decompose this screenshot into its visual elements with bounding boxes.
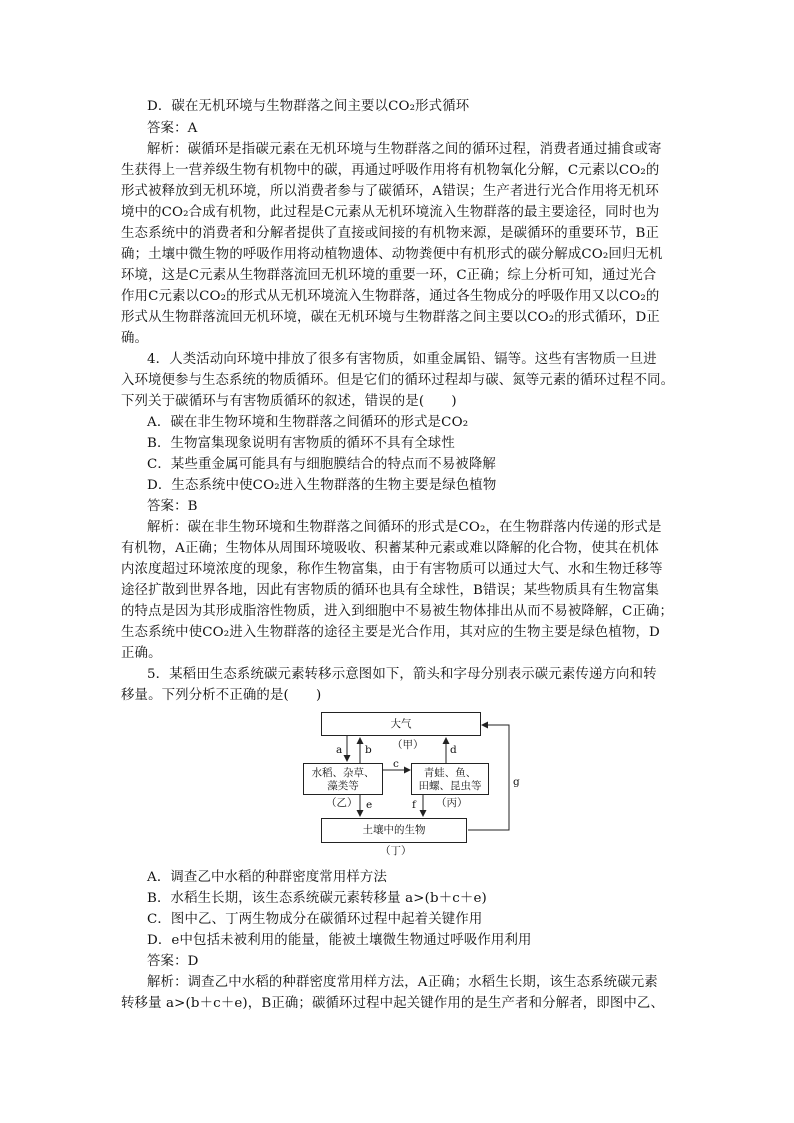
analysis-line: 环境，这是C元素从生物群落流回无机环境的重要一环，C正确；综上分析可知，通过光合 bbox=[121, 268, 657, 283]
analysis-line: 作用C元素以CO₂的形式从无机环境流入生物群落，通过各生物成分的呼吸作用又以CO₂的 bbox=[121, 289, 660, 304]
analysis-line: 确；土壤中微生物的呼吸作用将动植物遗体、动物粪便中有机形式的碳分解成CO₂回归无机 bbox=[121, 247, 663, 262]
consumer-label-line2: 田螺、昆虫等 bbox=[418, 780, 482, 792]
consumer-label-line1: 青蛙、鱼、 bbox=[423, 767, 477, 779]
arrow-label-e: e bbox=[366, 799, 373, 811]
soil-box bbox=[321, 818, 467, 843]
option-d-q4: D．生态系统中使CO₂进入生物群落的生物主要是绿色植物 bbox=[147, 478, 497, 493]
option-c-q4: C．某些重金属可能具有与细胞膜结合的特点而不易被降解 bbox=[147, 457, 496, 472]
analysis-line: 有机物，A正确；生物体从周围环境吸收、积蓄某种元素或难以降解的化合物，使其在机体 bbox=[121, 541, 659, 556]
producer-label-line2: 藻类等 bbox=[327, 780, 359, 792]
option-d-q5: D．e中包括未被利用的能量，能被土壤微生物通过呼吸作用利用 bbox=[147, 933, 532, 948]
arrow-label-g: g bbox=[513, 776, 520, 788]
option-b-q5: B．水稻生长期，该生态系统碳元素转移量 a>(b＋c＋e) bbox=[147, 891, 487, 906]
analysis-line: 生获得上一营养级生物有机物中的碳，再通过呼吸作用将有机物氧化分解，C元素以CO₂的 bbox=[121, 163, 660, 178]
arrow-label-d: d bbox=[450, 744, 457, 756]
soil-label: 土壤中的生物 bbox=[362, 824, 426, 836]
analysis-line: 途径扩散到世界各地，因此有害物质的循环也具有全球性，B错误；某些物质具有生物富集 bbox=[121, 583, 660, 598]
analysis-line: 确。 bbox=[121, 331, 149, 346]
option-a-q4: A．碳在非生物环境和生物群落之间循环的形式是CO₂ bbox=[147, 415, 469, 430]
producer-label-line1: 水稻、杂草、 bbox=[311, 767, 375, 779]
answer-q3: 答案：A bbox=[147, 121, 198, 136]
analysis-line: 内浓度超过环境浓度的现象，称作生物富集，由于有害物质可以通过大气、水和生物迁移等 bbox=[121, 562, 663, 577]
producer-tag: （乙） bbox=[326, 797, 358, 809]
question-4-stem: 入环境便参与生态系统的物质循环。但是它们的循环过程却与碳、氮等元素的循环过程不同。 bbox=[121, 373, 675, 388]
soil-tag: （丁） bbox=[380, 845, 412, 857]
analysis-line: 的特点是因为其形成脂溶性物质，进入到细胞中不易被生物体排出从而不易被降解，C正确； bbox=[121, 604, 674, 619]
arrow-label-c: c bbox=[393, 758, 399, 770]
answer-q4: 答案：B bbox=[147, 499, 198, 514]
question-5-stem: 5．某稻田生态系统碳元素转移示意图如下，箭头和字母分别表示碳元素传递方向和转 bbox=[147, 667, 657, 682]
question-4-stem: 下列关于碳循环与有害物质循环的叙述，错误的是( ) bbox=[121, 394, 457, 409]
consumer-box bbox=[411, 763, 489, 795]
option-a-q5: A．调查乙中水稻的种群密度常用样方法 bbox=[147, 870, 388, 885]
option-b-q4: B．生物富集现象说明有害物质的循环不具有全球性 bbox=[147, 436, 455, 451]
analysis-line: 转移量 a>(b＋c＋e)，B正确；碳循环过程中起关键作用的是生产者和分解者，即图中乙、 bbox=[121, 996, 665, 1011]
atmosphere-box bbox=[321, 712, 481, 736]
consumer-tag: （丙） bbox=[436, 797, 468, 809]
analysis-line: 境中的CO₂合成有机物，此过程是C元素从无机环境流入生物群落的最主要途径，同时也为 bbox=[121, 205, 660, 220]
carbon-cycle-diagram bbox=[300, 708, 530, 860]
option-c-q5: C．图中乙、丁两生物成分在碳循环过程中起着关键作用 bbox=[147, 912, 483, 927]
analysis-line: 生态系统中使CO₂进入生物群落的途径主要是光合作用，其对应的生物主要是绿色植物，D bbox=[121, 625, 660, 640]
question-5-stem: 移量。下列分析不正确的是( ) bbox=[121, 688, 322, 703]
analysis-line: 解析：碳在非生物环境和生物群落之间循环的形式是CO₂，在生物群落内传递的形式是 bbox=[147, 520, 662, 535]
analysis-line: 解析：调查乙中水稻的种群密度常用样方法，A正确；水稻生长期，该生态系统碳元素 bbox=[147, 975, 658, 990]
arrow-label-f: f bbox=[412, 799, 416, 811]
answer-q5: 答案：D bbox=[147, 954, 199, 969]
analysis-line: 形式被释放到无机环境，所以消费者参与了碳循环，A错误；生产者进行光合作用将无机环 bbox=[121, 184, 659, 199]
analysis-line: 解析：碳循环是指碳元素在无机环境与生物群落之间的循环过程，消费者通过捕食或寄 bbox=[147, 142, 662, 157]
option-d-q3: D．碳在无机环境与生物群落之间主要以CO₂形式循环 bbox=[147, 99, 470, 114]
analysis-line: 形式从生物群落流回无机环境，碳在无机环境与生物群落之间主要以CO₂的形式循环，D正 bbox=[121, 310, 660, 325]
atmosphere-tag: （甲） bbox=[392, 739, 424, 751]
question-4-stem: 4．人类活动向环境中排放了很多有害物质，如重金属铅、镉等。这些有害物质一旦进 bbox=[147, 352, 657, 367]
arrow-label-a: a bbox=[336, 744, 343, 756]
analysis-line: 正确。 bbox=[121, 646, 162, 661]
analysis-line: 生态系统中的消费者和分解者提供了直接或间接的有机物来源，是碳循环的重要环节，B正 bbox=[121, 226, 660, 241]
atmosphere-label: 大气 bbox=[390, 718, 412, 730]
producer-box bbox=[303, 763, 383, 795]
arrow-label-b: b bbox=[365, 744, 372, 756]
